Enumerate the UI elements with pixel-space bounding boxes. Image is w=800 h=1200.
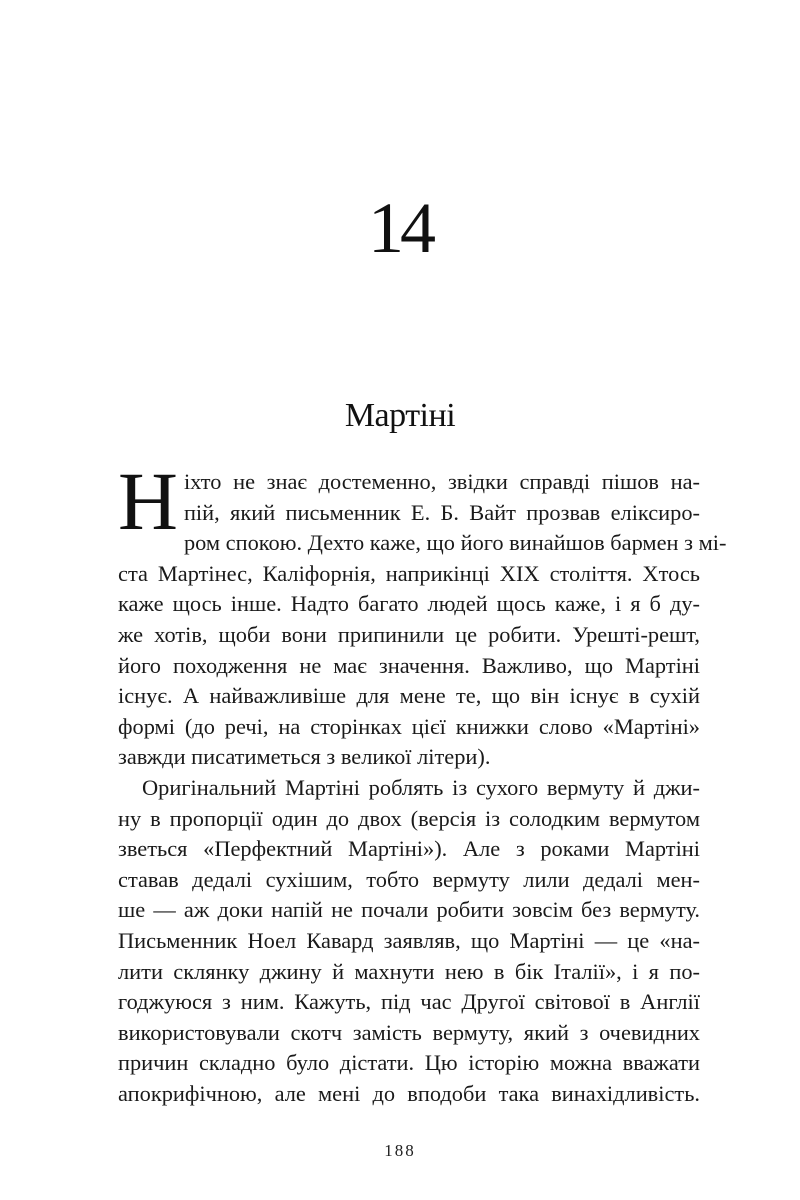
chapter-body	[118, 455, 727, 1109]
text-line: використовували скотч замість вермуту, який з очевидних	[118, 1019, 700, 1045]
text-line: зветься «Перфектний Мартіні»). Але з роками Мартіні	[118, 836, 700, 862]
text-line: же хотів, щоби вони припинили це робити. Урешті-решт,	[118, 621, 700, 647]
dropcap-letter: Н	[118, 455, 178, 547]
paragraph-1	[118, 455, 727, 773]
text-line: каже щось інше. Надто багато людей щось каже, і я б ду-	[118, 591, 700, 617]
text-line: апокрифічною, але мені до вподоби така винахідливість.	[118, 1080, 700, 1106]
text-line: причин складно було дістати. Цю історію можна вважати	[118, 1050, 700, 1076]
text-line: ше — аж доки напій не почали робити зовсім без вермуту.	[118, 897, 700, 923]
paragraph-2	[118, 773, 700, 1110]
text-line: годжуюся з ним. Кажуть, під час Другої світової в Англії	[118, 989, 700, 1015]
chapter-title: Мартіні	[344, 397, 456, 434]
text-line: існує. А найважливіше для мене те, що він існує в сухій	[118, 683, 700, 709]
text-line: іхто не знає достеменно, звідки справді пішов на-	[183, 469, 700, 494]
text-line: лити склянку джину й махнути нею в бік Італії», і я по-	[118, 958, 700, 984]
text-line: ну в пропорції один до двох (версія із солодким вермутом	[118, 805, 700, 831]
text-line: ставав дедалі сухішим, тобто вермуту лили дедалі мен-	[118, 866, 700, 892]
text-line: Письменник Ноел Кавард заявляв, що Мартіні — це «на-	[118, 927, 700, 953]
text-line: його походження не має значення. Важливо, що Мартіні	[118, 652, 700, 678]
text-line: формі (до речі, на сторінках цієї книжки слово «Мартіні»	[118, 713, 700, 739]
text-line: ста Мартінес, Каліфорнія, наприкінці XIX століття. Хтось	[118, 560, 700, 586]
page-number: 188	[384, 1141, 416, 1160]
text-line: ром спокою. Дехто каже, що його винайшов бармен з мі-	[183, 530, 727, 556]
text-line: Оригінальний Мартіні роблять із сухого вермуту й джи-	[142, 774, 700, 800]
text-line: завжди писатиметься з великої літери).	[118, 744, 491, 770]
text-line: пій, який письменник Е. Б. Вайт прозвав еліксиро-	[183, 499, 700, 525]
chapter-number: 14	[368, 188, 432, 268]
